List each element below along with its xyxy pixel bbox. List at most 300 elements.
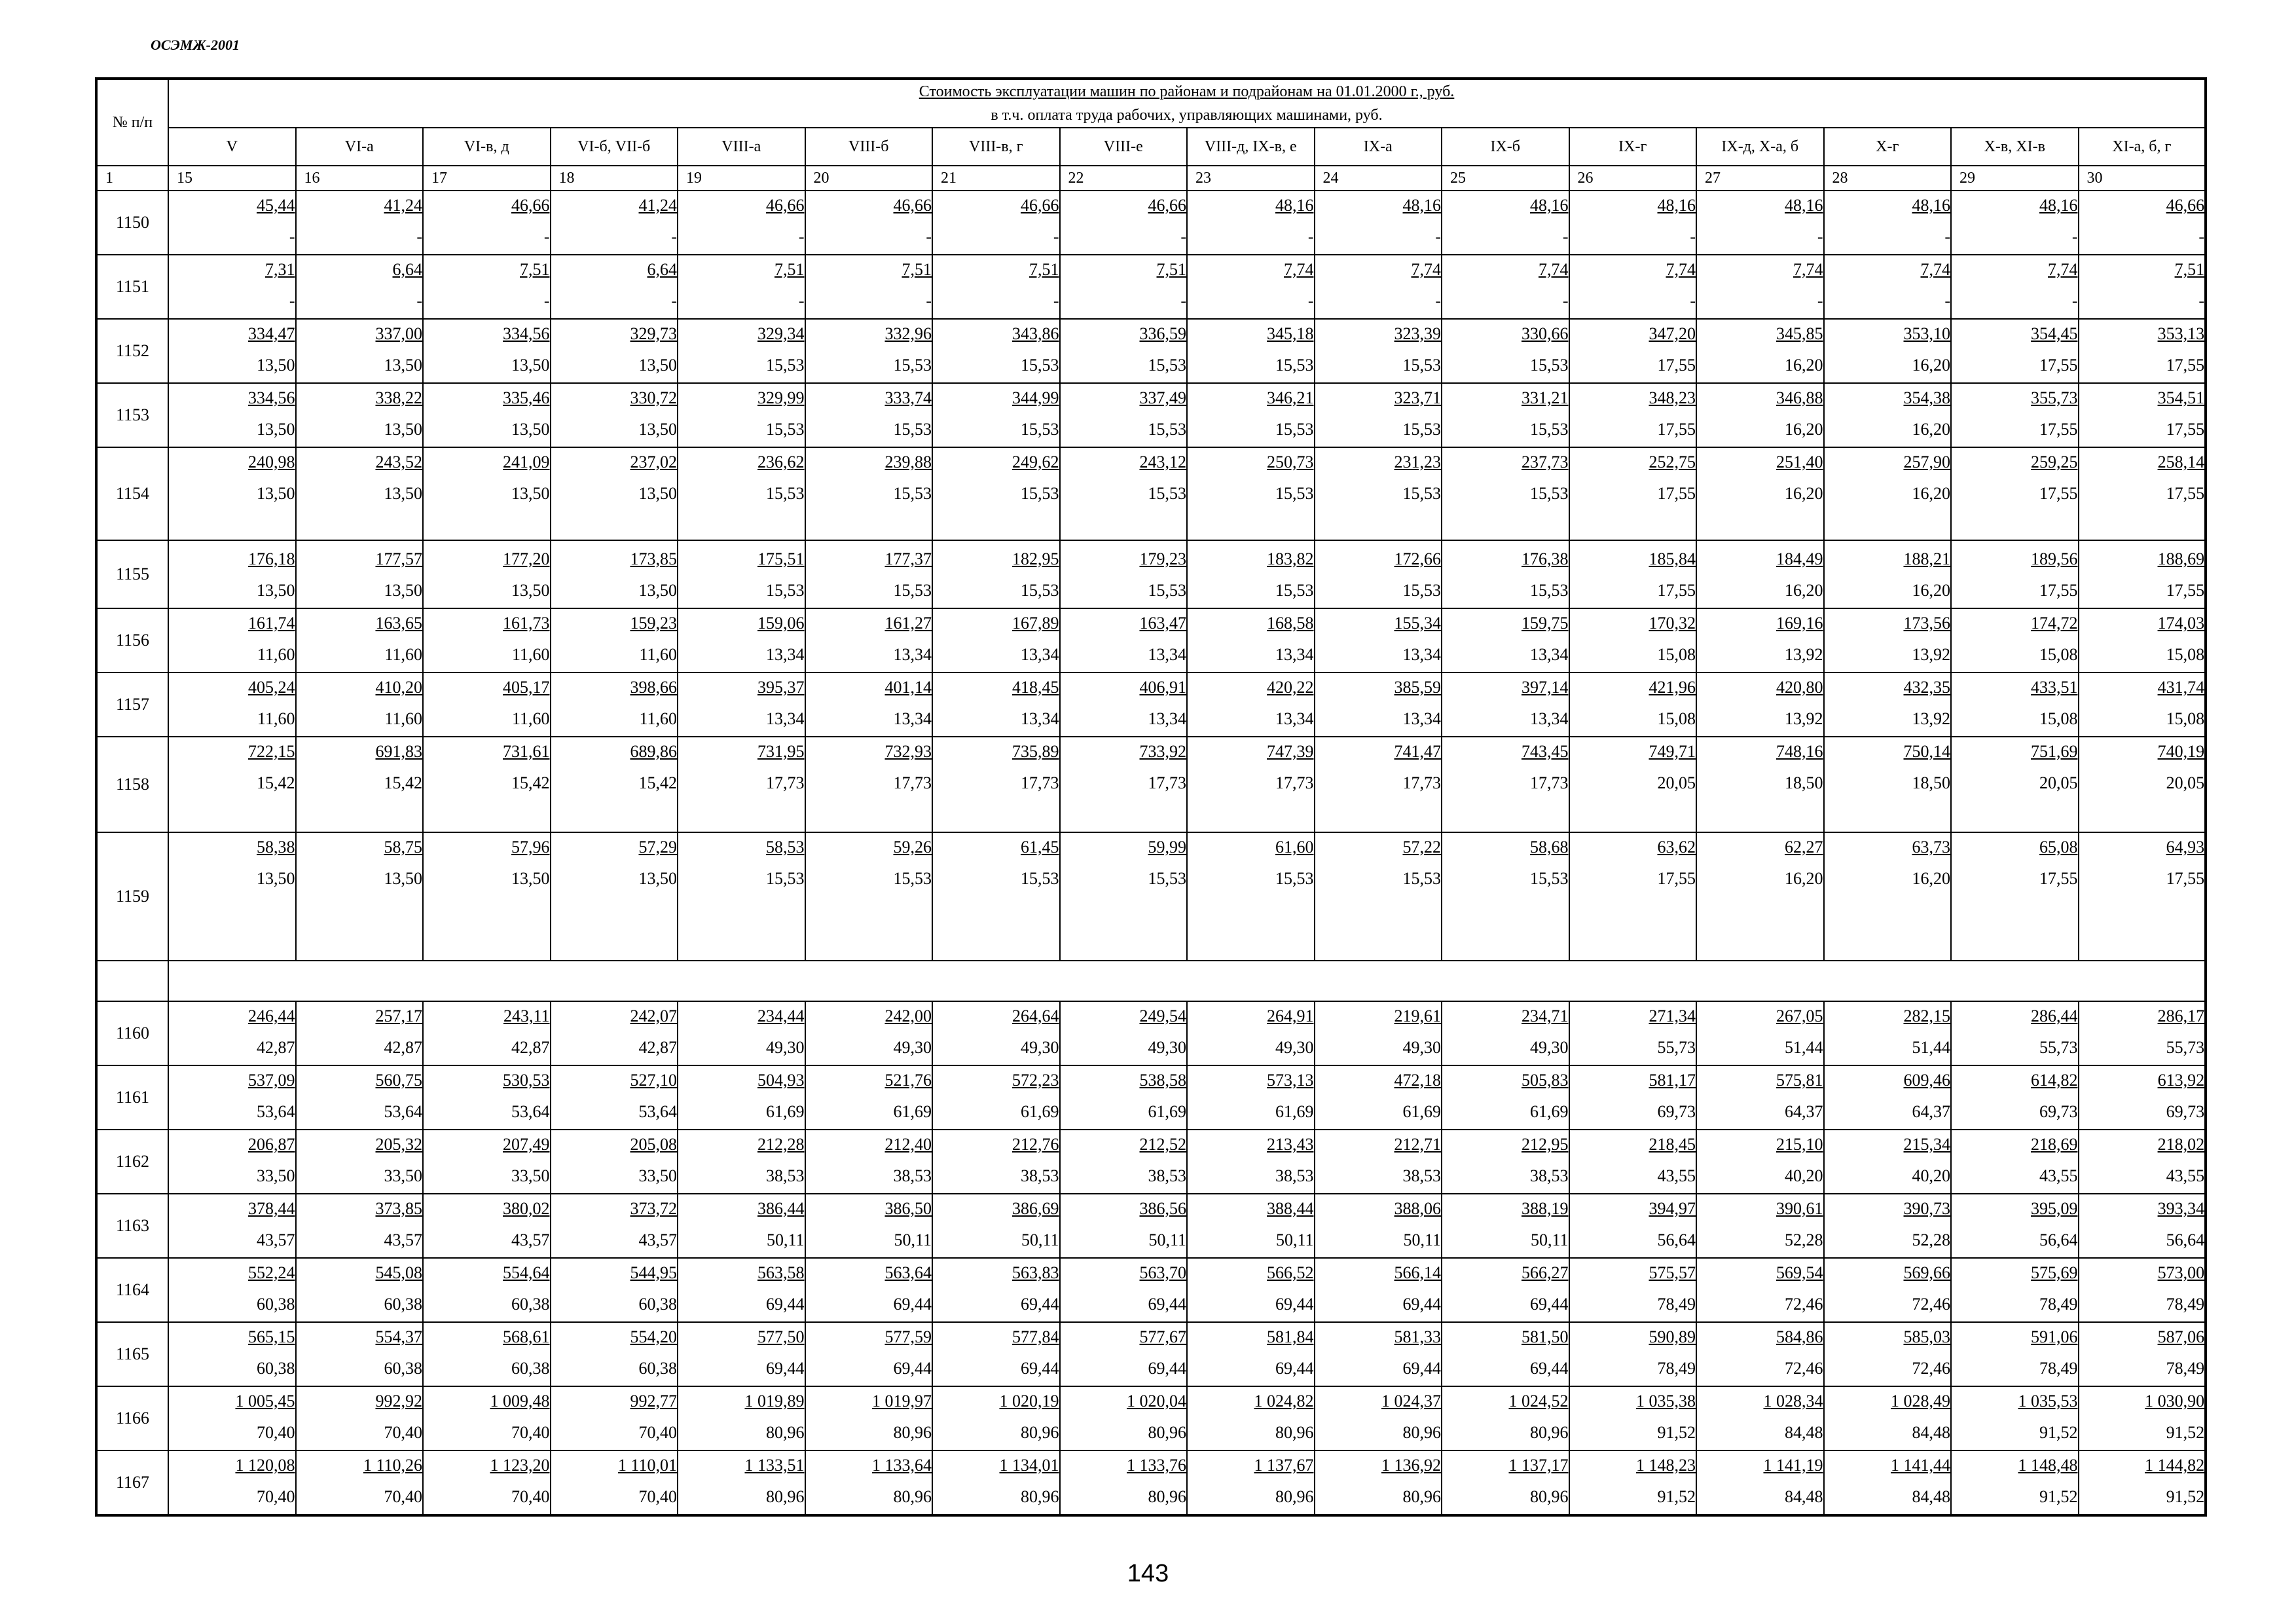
cost-cell [1187,1001,1315,1065]
operating-cost-value: 286,44 [2031,1006,2078,1025]
operating-cost-value: 733,92 [1139,742,1186,761]
cost-cell [1951,673,2079,737]
cost-cell [1824,673,1952,737]
cost-cell [1569,383,1697,447]
operating-cost-value: 237,73 [1522,452,1569,471]
cost-cell [296,832,424,961]
labor-cost-value: - [1817,291,1823,310]
operating-cost-value: 7,74 [1411,260,1441,279]
operating-cost-value: 59,99 [1148,838,1186,857]
region-header: VI-в, д [423,128,551,166]
operating-cost-value: 581,50 [1522,1327,1569,1346]
cost-cell [1060,832,1188,961]
cost-cell [1951,255,2079,319]
cost-cell [296,1386,424,1450]
cost-cell [805,255,933,319]
labor-cost-value: 49,30 [893,1038,932,1057]
cost-cell [2079,255,2206,319]
operating-cost-value: 584,86 [1776,1327,1823,1346]
cost-cell [1824,1450,1952,1515]
cost-cell [1060,447,1188,540]
column-number: 16 [296,166,424,191]
labor-cost-value: 61,69 [1402,1102,1441,1121]
operating-cost-value: 581,84 [1267,1327,1314,1346]
labor-cost-value: 15,53 [1402,420,1441,439]
operating-cost-value: 569,66 [1903,1263,1950,1282]
labor-cost-value: 17,55 [2166,869,2205,888]
labor-cost-value: 15,53 [1021,581,1059,600]
operating-cost-value: 386,50 [884,1199,932,1218]
cost-cell [1442,1065,1569,1130]
labor-cost-value: 17,73 [1275,773,1314,792]
operating-cost-value: 527,10 [630,1071,677,1090]
labor-cost-value: 13,34 [1275,709,1314,728]
operating-cost-value: 48,16 [1275,196,1314,215]
labor-cost-value: 15,53 [1021,484,1059,503]
operating-cost-value: 264,91 [1267,1006,1314,1025]
blank-cell [96,961,168,1001]
cost-cell [805,1258,933,1322]
row-number: 1162 [96,1130,168,1194]
column-number: 28 [1824,166,1952,191]
labor-cost-value: 69,44 [1021,1295,1059,1314]
cost-cell [1824,191,1952,255]
labor-cost-value: - [926,291,932,310]
operating-cost-value: 323,39 [1394,324,1441,343]
cost-cell [1060,540,1188,608]
operating-cost-value: 731,61 [503,742,550,761]
cost-cell [1696,737,1824,832]
cost-cell [423,540,551,608]
operating-cost-value: 530,53 [503,1071,550,1090]
page-number: 143 [1127,1560,1169,1587]
operating-cost-value: 252,75 [1649,452,1696,471]
labor-cost-value: 17,55 [2039,869,2078,888]
operating-cost-value: 1 028,49 [1891,1392,1950,1411]
labor-cost-value: - [1307,291,1314,310]
labor-cost-value: 50,11 [894,1230,932,1249]
operating-cost-value: 353,13 [2157,324,2205,343]
labor-cost-value: 43,55 [2039,1166,2078,1185]
labor-cost-value: 17,55 [1657,356,1696,375]
labor-cost-value: 84,48 [1785,1423,1823,1442]
cost-cell [1315,673,1442,737]
labor-cost-value: 91,52 [2039,1487,2078,1506]
cost-cell [168,1001,296,1065]
labor-cost-value: 69,44 [1275,1295,1314,1314]
operating-cost-value: 213,43 [1267,1135,1314,1154]
cost-cell [1442,1322,1569,1386]
cost-cell [168,1258,296,1322]
labor-cost-value: 17,73 [1402,773,1441,792]
cost-cell [1315,608,1442,673]
cost-cell [1187,540,1315,608]
operating-cost-value: 177,37 [884,549,932,568]
table-row [96,191,2206,255]
labor-cost-value: 70,40 [384,1423,422,1442]
cost-cell [805,1001,933,1065]
title-line-labor: в т.ч. оплата труда рабочих, управляющих машинами, руб. [991,107,1383,124]
operating-cost-value: 344,99 [1012,388,1059,407]
cost-cell [932,540,1060,608]
operating-cost-value: 587,06 [2157,1327,2205,1346]
labor-cost-value: 69,73 [2166,1102,2205,1121]
cost-cell [1060,319,1188,383]
labor-cost-value: 15,53 [1148,484,1186,503]
table-title [168,79,2206,128]
operating-cost-value: 410,20 [375,678,422,697]
operating-cost-value: 572,23 [1012,1071,1059,1090]
operating-cost-value: 179,23 [1139,549,1186,568]
operating-cost-value: 992,92 [375,1392,422,1411]
operating-cost-value: 575,69 [2031,1263,2078,1282]
labor-cost-value: 15,53 [1275,420,1314,439]
labor-cost-value: 11,60 [257,709,295,728]
labor-cost-value: 72,46 [1785,1295,1823,1314]
row-number: 1159 [96,832,168,961]
labor-cost-value: - [1180,291,1186,310]
cost-cell [551,1386,678,1450]
operating-cost-value: 380,02 [503,1199,550,1218]
operating-cost-value: 741,47 [1394,742,1441,761]
cost-cell [1187,1450,1315,1515]
labor-cost-value: 78,49 [2039,1359,2078,1378]
operating-cost-value: 388,44 [1267,1199,1314,1218]
cost-cell [1187,383,1315,447]
operating-cost-value: 7,51 [520,260,550,279]
cost-cell [168,608,296,673]
cost-cell [805,1130,933,1194]
operating-cost-value: 41,24 [384,196,422,215]
labor-cost-value: 17,55 [2166,356,2205,375]
labor-cost-value: 13,50 [638,581,677,600]
labor-cost-value: 11,60 [639,645,677,664]
labor-cost-value: 15,42 [511,773,550,792]
cost-cell [1569,832,1697,961]
operating-cost-value: 242,07 [630,1006,677,1025]
labor-cost-value: 60,38 [257,1359,295,1378]
cost-cell [805,1450,933,1515]
cost-cell [1569,447,1697,540]
cost-cell [1696,673,1824,737]
labor-cost-value: 70,40 [511,1487,550,1506]
operating-cost-value: 183,82 [1267,549,1314,568]
labor-cost-value: 56,64 [2039,1230,2078,1249]
operating-cost-value: 1 110,01 [617,1456,677,1475]
operating-cost-value: 6,64 [647,260,677,279]
operating-cost-value: 61,45 [1021,838,1059,857]
row-number: 1153 [96,383,168,447]
row-number: 1166 [96,1386,168,1450]
operating-cost-value: 231,23 [1394,452,1441,471]
labor-cost-value: 43,57 [638,1230,677,1249]
cost-cell [678,191,805,255]
labor-cost-value: 13,50 [384,484,422,503]
cost-cell [1442,1001,1569,1065]
labor-cost-value: 13,34 [1530,645,1569,664]
cost-cell [2079,1322,2206,1386]
labor-cost-value: 80,96 [766,1423,805,1442]
cost-cell [296,447,424,540]
cost-cell [1187,255,1315,319]
operating-cost-value: 560,75 [375,1071,422,1090]
row-number: 1151 [96,255,168,319]
labor-cost-value: 15,53 [766,869,805,888]
labor-cost-value: 38,53 [1148,1166,1186,1185]
labor-cost-value: 69,44 [1021,1359,1059,1378]
operating-cost-value: 554,64 [503,1263,550,1282]
operating-cost-value: 249,54 [1139,1006,1186,1025]
labor-cost-value: 13,50 [257,581,295,600]
cost-cell [678,447,805,540]
labor-cost-value: 38,53 [1530,1166,1569,1185]
labor-cost-value: 15,08 [1657,709,1696,728]
cost-cell [2079,1065,2206,1130]
labor-cost-value: 17,55 [2166,420,2205,439]
operating-cost-value: 63,62 [1657,838,1696,857]
operating-cost-value: 397,14 [1522,678,1569,697]
cost-cell [168,1065,296,1130]
operating-cost-value: 212,28 [757,1135,805,1154]
operating-cost-value: 241,09 [503,452,550,471]
operating-cost-value: 354,45 [2031,324,2078,343]
labor-cost-value: 55,73 [2039,1038,2078,1057]
cost-cell [932,737,1060,832]
cost-cell [678,1322,805,1386]
operating-cost-value: 385,59 [1394,678,1441,697]
labor-cost-value: - [798,227,805,246]
cost-cell [1315,447,1442,540]
operating-cost-value: 63,73 [1912,838,1950,857]
table-row [96,1322,2206,1386]
cost-cell [2079,673,2206,737]
cost-cell [1951,1450,2079,1515]
labor-cost-value: 78,49 [2166,1359,2205,1378]
labor-cost-value: 13,50 [511,484,550,503]
operating-cost-value: 163,65 [375,614,422,633]
operating-cost-value: 538,58 [1139,1071,1186,1090]
labor-cost-value: 18,50 [1785,773,1823,792]
operating-cost-value: 41,24 [638,196,677,215]
labor-cost-value: 55,73 [1657,1038,1696,1057]
operating-cost-value: 48,16 [1657,196,1696,215]
labor-cost-value: 69,44 [1530,1359,1569,1378]
cost-cell [1696,608,1824,673]
cost-cell [1824,737,1952,832]
cost-cell [2079,540,2206,608]
cost-cell [1569,1258,1697,1322]
cost-cell [932,1386,1060,1450]
cost-cell [2079,1194,2206,1258]
cost-cell [1060,383,1188,447]
labor-cost-value: 17,55 [2039,484,2078,503]
cost-cell [296,1322,424,1386]
row-number: 1165 [96,1322,168,1386]
operating-cost-value: 740,19 [2157,742,2205,761]
operating-cost-value: 1 141,19 [1763,1456,1823,1475]
labor-cost-value: 17,55 [2166,581,2205,600]
operating-cost-value: 46,66 [766,196,805,215]
labor-cost-value: 17,55 [1657,869,1696,888]
table-row [96,1065,2206,1130]
operating-cost-value: 420,22 [1267,678,1314,697]
table-row [96,608,2206,673]
labor-cost-value: 16,20 [1912,356,1950,375]
labor-cost-value: 17,55 [2039,581,2078,600]
cost-cell [1060,737,1188,832]
cost-cell [168,1386,296,1450]
operating-cost-value: 401,14 [884,678,932,697]
operating-cost-value: 386,69 [1012,1199,1059,1218]
labor-cost-value: 80,96 [1021,1423,1059,1442]
operating-cost-value: 431,74 [2157,678,2205,697]
cost-cell [1696,832,1824,961]
labor-cost-value: 11,60 [257,645,295,664]
column-number: 30 [2079,166,2206,191]
operating-cost-value: 65,08 [2039,838,2078,857]
labor-cost-value: 15,53 [766,581,805,600]
operating-cost-value: 405,17 [503,678,550,697]
cost-cell [678,1386,805,1450]
cost-cell [296,319,424,383]
operating-cost-value: 390,61 [1776,1199,1823,1218]
labor-cost-value: - [416,291,422,310]
operating-cost-value: 566,14 [1394,1263,1441,1282]
cost-cell [551,608,678,673]
operating-cost-value: 330,72 [630,388,677,407]
cost-cell [296,255,424,319]
cost-cell [168,383,296,447]
region-header: VIII-а [678,128,805,166]
labor-cost-value: 13,34 [1021,709,1059,728]
table-row [96,1194,2206,1258]
labor-cost-value: 43,57 [384,1230,422,1249]
labor-cost-value: 15,53 [1148,581,1186,600]
labor-cost-value: 11,60 [639,709,677,728]
labor-cost-value: 69,44 [893,1295,932,1314]
labor-cost-value: 15,53 [1275,869,1314,888]
operating-cost-value: 346,21 [1267,388,1314,407]
cost-cell [1824,1258,1952,1322]
cost-cell [2079,1130,2206,1194]
region-header: IX-д, X-а, б [1696,128,1824,166]
cost-cell [168,1130,296,1194]
operating-cost-value: 398,66 [630,678,677,697]
labor-cost-value: 61,69 [1021,1102,1059,1121]
labor-cost-value: 60,38 [638,1295,677,1314]
labor-cost-value: 15,53 [1530,869,1569,888]
labor-cost-value: - [926,227,932,246]
cost-cell [805,319,933,383]
cost-cell [805,608,933,673]
operating-cost-value: 1 134,01 [999,1456,1059,1475]
operating-cost-value: 386,44 [757,1199,805,1218]
operating-cost-value: 250,73 [1267,452,1314,471]
cost-cell [1187,1258,1315,1322]
labor-cost-value: 42,87 [511,1038,550,1057]
operating-cost-value: 691,83 [375,742,422,761]
labor-cost-value: 91,52 [2166,1423,2205,1442]
operating-cost-value: 566,27 [1522,1263,1569,1282]
cost-cell [1187,608,1315,673]
cost-cell [551,737,678,832]
operating-cost-value: 7,31 [265,260,295,279]
cost-cell [423,191,551,255]
operating-cost-value: 565,15 [248,1327,295,1346]
cost-cell [1569,191,1697,255]
operating-cost-value: 353,10 [1903,324,1950,343]
labor-cost-value: 91,52 [2166,1487,2205,1506]
operating-cost-value: 257,17 [375,1006,422,1025]
labor-cost-value: 43,55 [2166,1166,2205,1185]
cost-cell [1442,1194,1569,1258]
cost-cell [551,319,678,383]
labor-cost-value: - [1562,227,1569,246]
labor-cost-value: 13,50 [638,420,677,439]
labor-cost-value: 64,37 [1912,1102,1950,1121]
labor-cost-value: 20,05 [2039,773,2078,792]
cost-cell [1442,383,1569,447]
operating-cost-value: 257,90 [1903,452,1950,471]
operating-cost-value: 176,18 [248,549,295,568]
cost-cell [551,1194,678,1258]
operating-cost-value: 205,08 [630,1135,677,1154]
cost-cell [1060,1065,1188,1130]
region-header: IX-г [1569,128,1697,166]
operating-cost-value: 167,89 [1012,614,1059,633]
operating-cost-value: 1 035,53 [2018,1392,2078,1411]
labor-cost-value: - [543,227,550,246]
operating-cost-value: 212,52 [1139,1135,1186,1154]
operating-cost-value: 331,21 [1522,388,1569,407]
labor-cost-value: 33,50 [511,1166,550,1185]
operating-cost-value: 750,14 [1903,742,1950,761]
operating-cost-value: 174,03 [2157,614,2205,633]
labor-cost-value: - [1944,291,1950,310]
operating-cost-value: 329,99 [757,388,805,407]
operating-cost-value: 173,56 [1903,614,1950,633]
cost-cell [296,673,424,737]
labor-cost-value: 15,53 [1530,484,1569,503]
labor-cost-value: 53,64 [384,1102,422,1121]
operating-cost-value: 388,06 [1394,1199,1441,1218]
labor-cost-value: 49,30 [766,1038,805,1057]
cost-cell [296,1065,424,1130]
labor-cost-value: 15,53 [1021,869,1059,888]
operating-cost-value: 354,51 [2157,388,2205,407]
cost-cell [551,1130,678,1194]
operating-cost-value: 58,53 [766,838,805,857]
labor-cost-value: 69,44 [1402,1295,1441,1314]
column-number: 23 [1187,166,1315,191]
table-row [96,447,2206,540]
cost-cell [1696,1450,1824,1515]
cost-cell [423,1322,551,1386]
labor-cost-value: 15,53 [766,484,805,503]
labor-cost-value: 15,08 [2039,709,2078,728]
labor-cost-value: 80,96 [1402,1423,1441,1442]
cost-cell [551,1065,678,1130]
cost-cell [1696,383,1824,447]
operating-cost-value: 159,06 [757,614,805,633]
operating-cost-value: 59,26 [893,838,932,857]
cost-cell [805,737,933,832]
operating-cost-value: 1 028,34 [1763,1392,1823,1411]
labor-cost-value: 17,55 [1657,420,1696,439]
document-code: ОСЭМЖ-2001 [151,37,240,53]
labor-cost-value: 33,50 [257,1166,295,1185]
labor-cost-value: 17,55 [1657,581,1696,600]
